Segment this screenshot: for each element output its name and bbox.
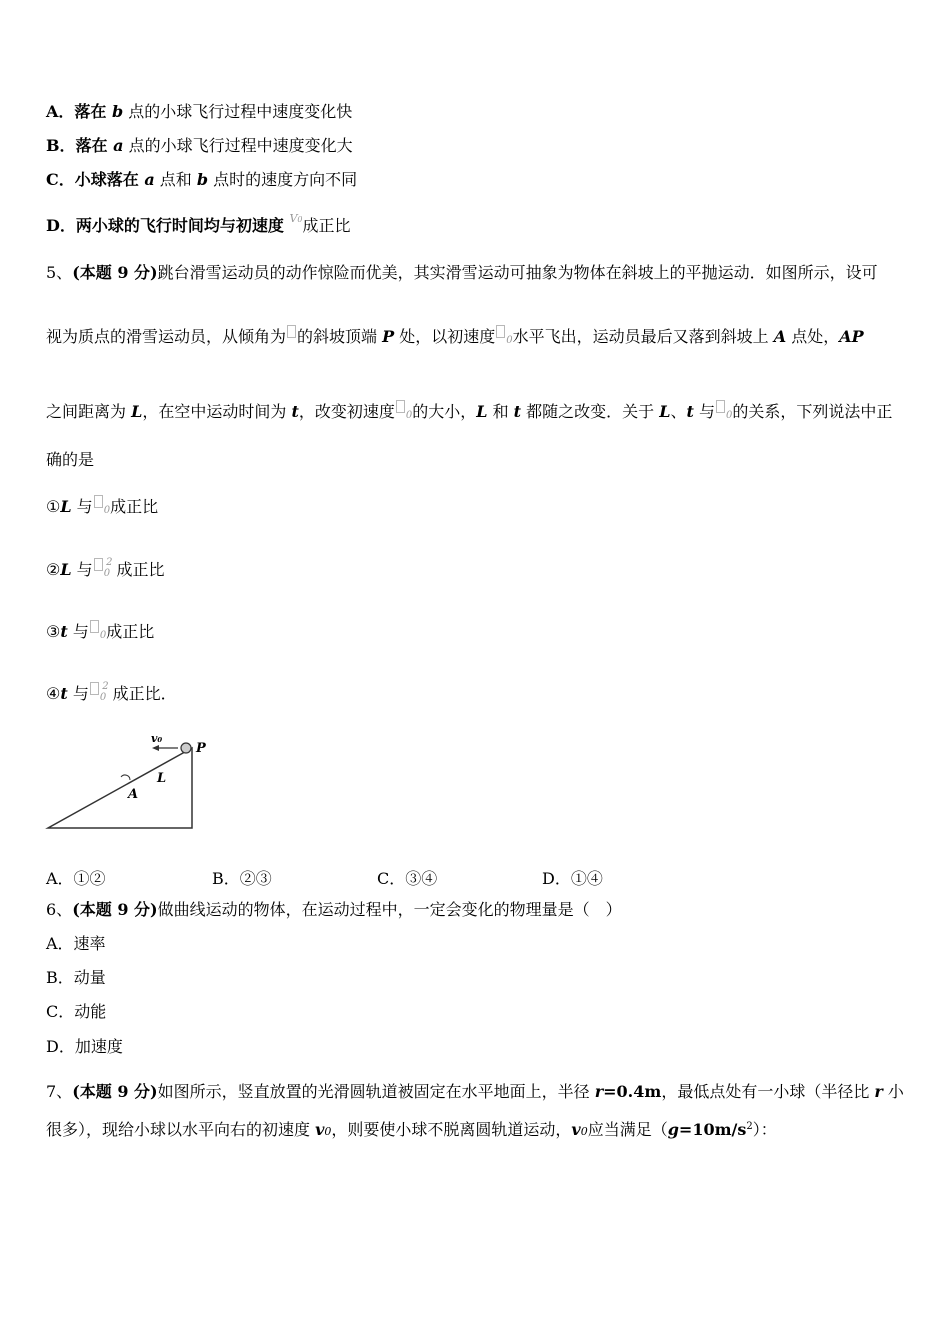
q5-statement-2: ②L 与 $0^2$ 成正比 (46, 557, 165, 579)
v0-placeholder-image (396, 400, 405, 413)
q6-option-d[interactable]: D．加速度 (46, 1037, 123, 1056)
v0-symbol-image: V0 (289, 212, 303, 225)
q5-choice-c[interactable]: C．③④ (377, 869, 438, 888)
q5-stem-line2: 视为质点的滑雪运动员，从倾角为 的斜坡顶端 P 处，以初速度 0水平飞出，运动员最后又落到斜坡上 A 点处，AP (46, 327, 864, 346)
q6-stem: 6、(本题 9 分)做曲线运动的物体，在运动过程中，一定会变化的物理量是（ ） (46, 900, 622, 919)
v0-placeholder-image (94, 495, 103, 508)
ball-at-p (181, 743, 191, 753)
v0-placeholder-image (90, 682, 99, 695)
slope-triangle (48, 748, 192, 828)
velocity-arrowhead (152, 745, 159, 751)
v0-placeholder-image (716, 400, 725, 413)
q6-option-c[interactable]: C．动能 (46, 1002, 107, 1021)
q5-choice-d[interactable]: D．①④ (542, 869, 603, 888)
theta-placeholder-image (287, 325, 296, 338)
q5-statement-3: ③t 与 0成正比 (46, 622, 155, 641)
label-l: L (157, 771, 167, 786)
v0-placeholder-image (496, 325, 505, 338)
q6-option-a[interactable]: A．速率 (46, 934, 106, 953)
q5-stem-line4: 确的是 (46, 450, 95, 469)
q5-choice-b[interactable]: B．②③ (212, 869, 272, 888)
label-p: P (196, 741, 206, 756)
q6-option-b[interactable]: B．动量 (46, 968, 106, 987)
q4-option-a: A．落在 b 点的小球飞行过程中速度变化快 (46, 102, 353, 121)
label-a: A (128, 787, 139, 802)
q5-stem-line3: 之间距离为 L，在空中运动时间为 t，改变初速度 0的大小，L 和 t 都随之改变．关于 L、t 与 0的关系，下列说法中正 (46, 402, 893, 421)
label-v0: v₀ (151, 732, 163, 745)
q5-choice-a[interactable]: A．①② (46, 869, 106, 888)
v0-placeholder-image (94, 558, 103, 571)
v0-placeholder-image (90, 620, 99, 633)
q5-statement-1: ①L 与 0成正比 (46, 497, 159, 516)
q7-stem-line2: 很多），现给小球以水平向右的初速度 v0，则要使小球不脱离圆轨道运动，v0应当满足$(g=10m/s^2)$： (46, 1120, 777, 1139)
q7-stem-line1: 7、(本题 9 分)如图所示，竖直放置的光滑圆轨道被固定在水平地面上，半径 r=0.4m，最低点处有一小球（半径比 r 小 (46, 1082, 904, 1101)
q4-option-b: B．落在 a 点的小球飞行过程中速度变化大 (46, 136, 353, 155)
q5-statement-4: ④t 与 $0^2$ 成正比． (46, 681, 177, 703)
q5-stem-line1: 5、(本题 9 分)跳台滑雪运动员的动作惊险而优美，其实滑雪运动可抽象为物体在斜坡上的平抛运动．如图所示，设可 (46, 263, 878, 282)
q4-option-d: D．两小球的飞行时间均与初速度 $^{V0}$成正比 (46, 212, 351, 235)
q4-option-c: C．小球落在 a 点和 b 点时的速度方向不同 (46, 170, 358, 189)
slope-figure (44, 730, 224, 834)
angle-arc (121, 775, 130, 780)
